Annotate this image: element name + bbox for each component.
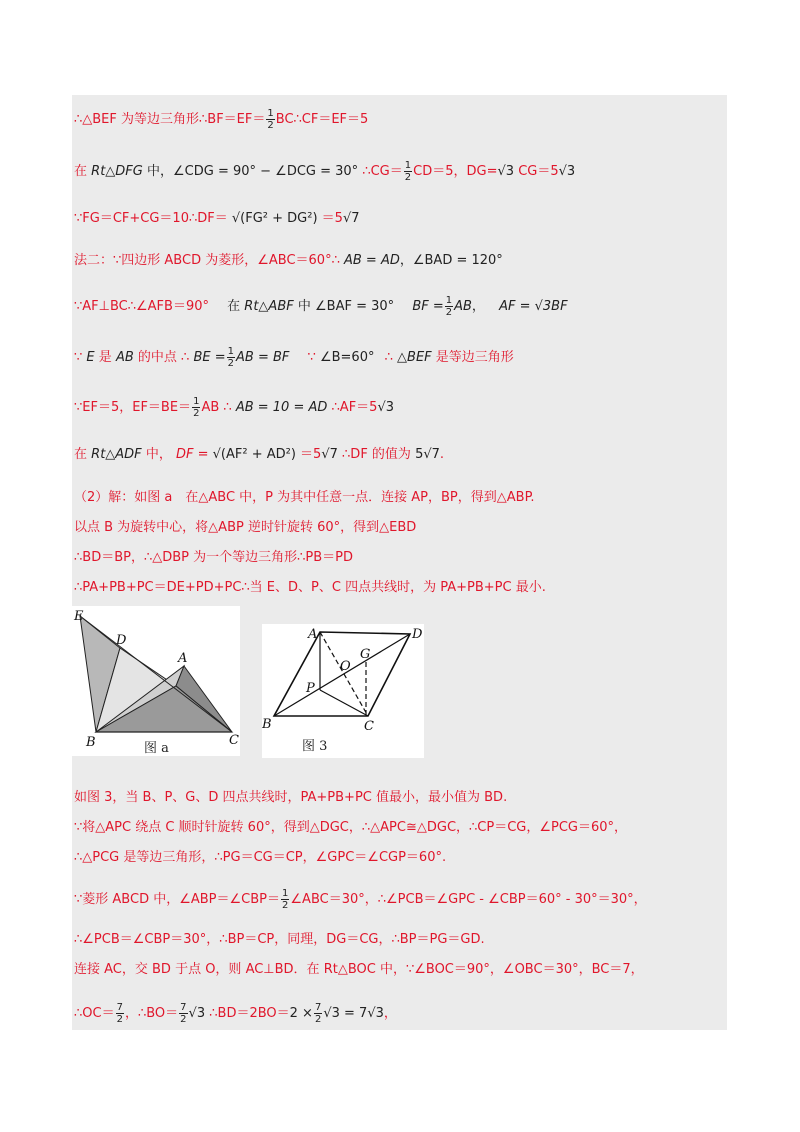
text-line — [74, 549, 353, 567]
math-term: √3 — [323, 1006, 340, 1021]
text-run: CG＝5 — [518, 164, 559, 179]
numerator: 7 — [314, 1002, 322, 1013]
text-run: ，∴BO＝ — [124, 1006, 179, 1021]
text-run: 中， — [145, 447, 172, 462]
math-term: AB = 10 = AD — [235, 400, 328, 415]
math-term: BE = — [193, 350, 226, 365]
text-run: ∠ABC＝30°，∴∠PCB＝∠GPC - ∠CBP＝60° - 30°＝30°， — [290, 892, 647, 907]
math-term: √3 — [188, 1006, 206, 1021]
text-run: ∵ — [307, 350, 316, 365]
denominator: 2 — [227, 358, 235, 369]
math-term: 2 × — [289, 1006, 313, 1021]
text-line — [74, 888, 647, 911]
label-o: O — [340, 659, 351, 674]
text-run: ∴△PCG 是等边三角形，∴PG＝CG＝CP，∠GPC＝∠CGP＝60°. — [74, 850, 447, 865]
label-a: A — [178, 651, 188, 666]
figure-3 — [262, 624, 424, 758]
math-term: √(AF² + AD²) — [212, 447, 296, 462]
text-run: ∵ — [74, 350, 83, 365]
figure-a-svg — [72, 606, 240, 756]
text-run: 连接 AC，交 BD 于点 O，则 AC⊥BD．在 Rt△BOC 中，∵∠BOC＝90°，∠OBC＝30°，BC＝7， — [74, 962, 644, 977]
math-term: √3 — [377, 400, 395, 415]
math-term: △BEF — [397, 350, 432, 365]
figure-3-caption: 图 3 — [302, 739, 328, 754]
text-run: ∴BD＝BP，∴△DBP 为一个等边三角形∴PB＝PD — [74, 550, 354, 565]
text-line — [74, 489, 535, 507]
figure-a — [72, 606, 240, 756]
math-term: √7 — [321, 447, 338, 462]
text-line — [74, 1002, 397, 1025]
math-term: Rt△DFG — [91, 164, 143, 179]
fraction — [445, 295, 453, 318]
math-term: 5√7 — [415, 447, 440, 462]
fraction — [314, 1002, 322, 1025]
denominator: 2 — [282, 900, 289, 911]
math-term: DF = — [175, 447, 209, 462]
math-term: Rt△ADF — [91, 447, 142, 462]
label-c: C — [229, 733, 239, 748]
text-line — [74, 789, 507, 807]
denominator: 2 — [445, 307, 453, 318]
text-run: ∵AF⊥BC∴∠AFB＝90° — [74, 299, 209, 314]
text-run: ∴ — [384, 350, 393, 365]
numerator: 1 — [227, 346, 235, 357]
math-term: Rt△ABF — [244, 299, 294, 314]
fraction — [266, 108, 274, 131]
text-line — [74, 961, 644, 979]
label-p: P — [306, 681, 315, 696]
text-run: ∴ — [223, 400, 232, 415]
text-run: ， — [383, 1006, 397, 1021]
denominator: 2 — [116, 1014, 123, 1025]
text-line — [74, 210, 360, 228]
text-line — [74, 446, 444, 464]
fraction — [179, 1002, 187, 1025]
text-run: ∴∠PCB＝∠CBP＝30°，∴BP＝CP，同理，DG＝CG，∴BP＝PG＝GD. — [74, 932, 485, 947]
numerator: 1 — [267, 108, 274, 119]
label-a: A — [308, 627, 318, 642]
label-c: C — [364, 719, 374, 734]
numerator: 1 — [445, 295, 453, 306]
math-term: = 7√3 — [344, 1006, 384, 1021]
math-term: AB — [454, 299, 472, 314]
fraction — [192, 396, 200, 419]
math-term: E — [86, 350, 95, 365]
text-run: ∴PA+PB+PC＝DE+PD+PC∴当 E、D、P、C 四点共线时，为 PA+PB+PC 最小. — [74, 580, 546, 595]
text-run: ∴CG＝ — [362, 164, 403, 179]
math-term: √3 — [558, 164, 576, 179]
denominator: 2 — [267, 120, 274, 131]
label-b: B — [86, 735, 96, 750]
figure-3-svg — [262, 624, 424, 758]
text-run: ∴ — [181, 350, 190, 365]
label-d: D — [412, 627, 423, 642]
text-run: ∴AF＝5 — [331, 400, 378, 415]
denominator: 2 — [180, 1014, 187, 1025]
numerator: 7 — [116, 1002, 123, 1013]
text-run: ∵FG＝CF+CG＝10∴DF＝ — [74, 211, 228, 226]
text-line — [74, 579, 546, 597]
text-run: ∴△BEF 为等边三角形∴BF＝EF＝ — [74, 112, 266, 127]
text-run: ， — [471, 299, 485, 314]
math-term: 中，∠CDG = 90° − ∠DCG = 30° — [147, 164, 359, 179]
text-line — [74, 252, 503, 270]
text-run: 中 — [297, 299, 311, 314]
text-run: BC∴CF＝EF＝5 — [275, 112, 369, 127]
numerator: 1 — [193, 396, 200, 407]
text-line — [74, 396, 394, 419]
math-term: BF = — [412, 299, 444, 314]
text-run: ∵将△APC 绕点 C 顺时针旋转 60°，得到△DGC，∴△APC≅△DGC，∴CP＝CG，∠PCG＝60°， — [74, 820, 628, 835]
text-run: ∴DF 的值为 — [342, 447, 411, 462]
label-g: G — [360, 647, 371, 662]
math-term: √(FG² + DG²) — [231, 211, 318, 226]
text-line — [74, 849, 446, 867]
text-run: ∴BD＝2BO＝ — [209, 1006, 290, 1021]
numerator: 7 — [180, 1002, 187, 1013]
text-run: 法二：∵四边形 ABCD 为菱形，∠ABC＝60°∴ — [74, 253, 340, 268]
label-d: D — [116, 633, 127, 648]
text-line — [74, 519, 416, 537]
math-term: AF = √3BF — [499, 299, 568, 314]
denominator: 2 — [404, 172, 412, 183]
math-term: AB — [115, 350, 134, 365]
text-run: ∴OC＝ — [74, 1006, 115, 1021]
text-line — [74, 295, 568, 318]
fraction — [404, 160, 412, 183]
denominator: 2 — [314, 1014, 322, 1025]
fraction — [281, 888, 289, 911]
text-line — [74, 108, 368, 131]
text-run: ＝5 — [321, 211, 343, 226]
numerator: 1 — [282, 888, 289, 899]
fraction — [116, 1002, 124, 1025]
text-line — [74, 160, 575, 183]
text-run: 在 — [227, 299, 241, 314]
numerator: 1 — [404, 160, 412, 171]
text-run: 在 — [74, 447, 88, 462]
text-run: （2）解：如图 a 在△ABC 中，P 为其中任意一点．连接 AP，BP，得到△ABP. — [74, 490, 535, 505]
text-run: 是 — [98, 350, 112, 365]
math-term: ∠BAF = 30° — [315, 299, 395, 314]
text-run: . — [439, 447, 445, 462]
text-run: 是等边三角形 — [435, 350, 514, 365]
text-run: 在 — [74, 164, 88, 179]
math-term: ∠B=60° — [319, 350, 375, 365]
text-line — [74, 819, 627, 837]
text-run: 以点 B 为旋转中心，将△ABP 逆时针旋转 60°，得到△EBD — [74, 520, 417, 535]
math-term: √3 — [497, 164, 515, 179]
math-term: AB = AD — [343, 253, 400, 268]
text-line — [74, 346, 514, 369]
text-run: 如图 3，当 B、P、G、D 四点共线时，PA+PB+PC 值最小，最小值为 BD. — [74, 790, 508, 805]
text-run: ∵菱形 ABCD 中，∠ABP＝∠CBP＝ — [74, 892, 281, 907]
math-term: AB = BF — [236, 350, 290, 365]
math-term: ，∠BAD = 120° — [399, 253, 503, 268]
text-run: AB — [201, 400, 220, 415]
text-line — [74, 931, 485, 949]
label-e: E — [74, 609, 84, 624]
figure-a-caption: 图 a — [144, 741, 169, 756]
text-run: CD＝5，DG= — [413, 164, 498, 179]
math-term: √7 — [342, 211, 360, 226]
fraction — [227, 346, 235, 369]
text-run: ∵EF＝5，EF＝BE＝ — [74, 400, 192, 415]
text-run: ＝5 — [300, 447, 322, 462]
denominator: 2 — [193, 408, 200, 419]
text-run: 的中点 — [137, 350, 177, 365]
label-b: B — [262, 717, 272, 732]
